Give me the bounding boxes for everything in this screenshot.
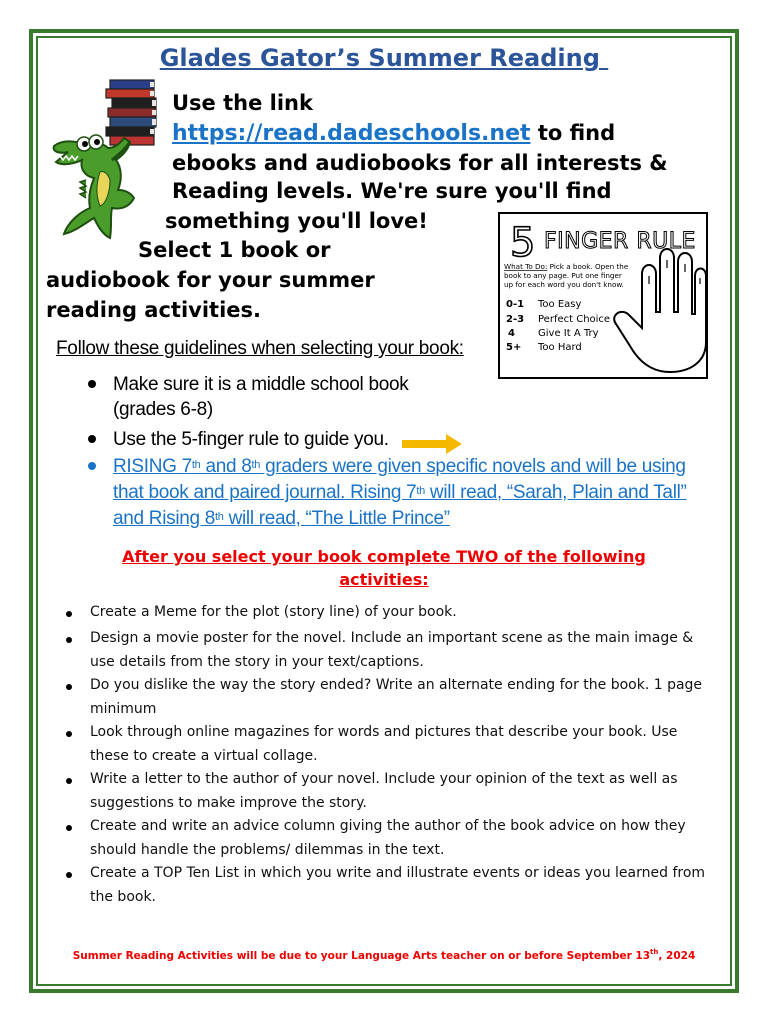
guideline-item: Make sure it is a middle school book <box>113 374 409 395</box>
activities-heading: After you select your book complete TWO of the following activities: <box>122 547 646 589</box>
bullet <box>66 611 72 617</box>
activity-item <box>90 862 730 909</box>
svg-text:5+: 5+ <box>506 342 522 353</box>
activity-line: Design a movie poster for the novel. Include an important scene as the main image & <box>90 630 694 646</box>
activity-line: Write a letter to the author of your novel. Include your opinion of the text as well as <box>90 771 678 787</box>
activity-item <box>90 721 730 768</box>
guideline-rising-line-1[interactable]: RISING 7th and 8th graders were given specific novels and will be using <box>113 456 686 477</box>
activity-item <box>90 768 730 815</box>
svg-text:What To Do: Pick a book. Open: What To Do: Pick a book. Open the <box>504 262 629 271</box>
intro-line-8: reading activities. <box>46 298 261 322</box>
bullet <box>66 684 72 690</box>
svg-text:Perfect Choice: Perfect Choice <box>538 314 611 325</box>
bullet <box>88 435 96 443</box>
five-finger-rule-graphic <box>500 214 706 377</box>
guideline-rising-line-2[interactable]: that book and paired journal. Rising 7th will read, “Sarah, Plain and Tall” <box>113 482 687 503</box>
activity-line: Create a TOP Ten List in which you write and illustrate events or ideas you learned from <box>90 865 706 881</box>
activity-item <box>90 674 730 721</box>
activity-line: minimum <box>90 700 157 717</box>
activity-line: Do you dislike the way the story ended? Write an alternate ending for the book. 1 page <box>90 677 703 693</box>
activity-line: these to create a virtual collage. <box>90 747 318 764</box>
svg-text:2-3: 2-3 <box>506 314 525 325</box>
svg-text:Too Easy: Too Easy <box>538 299 582 310</box>
guideline-rising-line-3[interactable]: and Rising 8th will read, “The Little Prince” <box>113 508 450 529</box>
finger-rule-number: 5 <box>510 220 536 266</box>
page-title: Glades Gator’s Summer Reading <box>159 44 609 72</box>
svg-text:book to any page. Put one fing: book to any page. Put one finger <box>504 271 622 280</box>
bullet <box>66 872 72 878</box>
activity-line: Create a Meme for the plot (story line) of your book. <box>90 604 457 620</box>
activity-line: the book. <box>90 888 157 905</box>
activity-line: Look through online magazines for words and pictures that describe your book. Use <box>90 724 678 740</box>
five-finger-rule-card <box>498 212 708 379</box>
gator-with-books-icon <box>50 76 168 241</box>
reading-link[interactable]: https://read.dadeschools.net <box>172 121 531 146</box>
bullet <box>88 462 96 470</box>
intro-line-3: ebooks and audiobooks for all interests & <box>172 151 668 175</box>
activity-item <box>90 815 730 862</box>
activity-item <box>90 627 730 674</box>
guidelines-heading: Follow these guidelines when selecting your book: <box>56 338 464 359</box>
svg-text:4: 4 <box>508 328 515 339</box>
bullet <box>66 731 72 737</box>
svg-text:0-1: 0-1 <box>506 299 525 310</box>
intro-line-6: Select 1 book or <box>138 238 331 262</box>
bullet <box>66 637 72 643</box>
activity-line: Create and write an advice column giving the author of the book advice on how they <box>90 818 686 834</box>
intro-line-4: Reading levels. We're sure you'll find <box>172 179 612 203</box>
bullet <box>88 380 96 388</box>
bullet <box>66 778 72 784</box>
svg-text:Give It A Try: Give It A Try <box>538 328 599 339</box>
svg-text:Too Hard: Too Hard <box>538 342 582 353</box>
intro-line-7: audiobook for your summer <box>46 268 375 292</box>
activity-line: use details from the story in your text/captions. <box>90 653 424 670</box>
activity-line: suggestions to make improve the story. <box>90 794 367 811</box>
svg-text:up for each word you don't kno: up for each word you don't know. <box>504 280 624 289</box>
guideline-item-cont: (grades 6-8) <box>113 399 213 420</box>
due-date-note: Summer Reading Activities will be due to your Language Arts teacher on or before September 13th, 2024 <box>72 948 696 962</box>
activity-line: should handle the problems/ dilemmas in the text. <box>90 841 445 858</box>
activity-item <box>90 601 730 625</box>
intro-line-1: Use the link <box>172 91 313 115</box>
finger-rule-title: FINGER RULE <box>544 229 696 254</box>
intro-line-5: something you'll love! <box>165 209 428 233</box>
arrow-right-icon <box>402 432 464 456</box>
guideline-item: Use the 5-finger rule to guide you. <box>113 429 389 450</box>
bullet <box>66 825 72 831</box>
intro-line-2: https://read.dadeschools.net to find <box>172 121 616 146</box>
